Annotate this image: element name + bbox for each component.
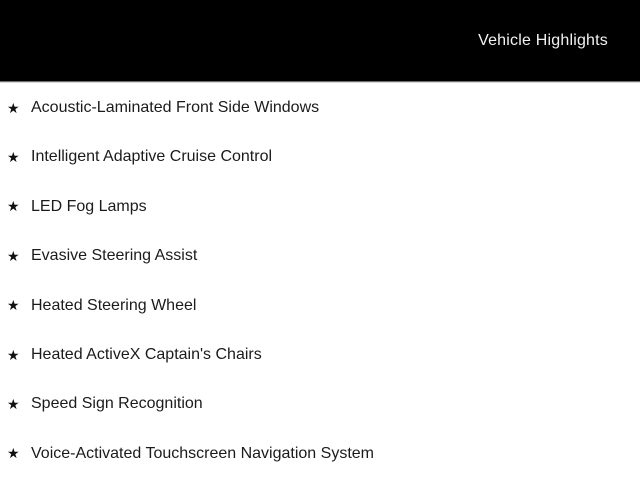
list-item-label: Heated ActiveX Captain's Chairs (31, 346, 262, 364)
star-icon: ★ (7, 149, 20, 166)
list-item-label: Voice-Activated Touchscreen Navigation System (31, 444, 374, 462)
list-item-label: Speed Sign Recognition (31, 395, 203, 413)
list-item-label: Heated Steering Wheel (31, 296, 197, 314)
star-icon: ★ (7, 198, 20, 215)
list-item (7, 231, 640, 280)
list-item (7, 83, 640, 132)
list-item-label: Evasive Steering Assist (31, 247, 198, 265)
star-icon: ★ (7, 445, 20, 462)
page-title: Vehicle Highlights (478, 31, 608, 49)
list-item (7, 379, 640, 428)
list-item (7, 429, 640, 478)
star-icon: ★ (7, 247, 20, 264)
list-item-label: Intelligent Adaptive Cruise Control (31, 148, 273, 166)
list-item (7, 281, 640, 330)
star-icon: ★ (7, 297, 20, 314)
list-item-label: LED Fog Lamps (31, 197, 147, 215)
star-icon: ★ (7, 99, 20, 116)
star-icon: ★ (7, 396, 20, 413)
list-item-label: Acoustic-Laminated Front Side Windows (31, 99, 320, 117)
list-item (7, 182, 640, 231)
list-item (7, 330, 640, 379)
star-icon: ★ (7, 346, 20, 363)
vehicle-highlights-header (0, 0, 640, 82)
vehicle-highlights-list (0, 83, 640, 478)
list-item (7, 132, 640, 181)
